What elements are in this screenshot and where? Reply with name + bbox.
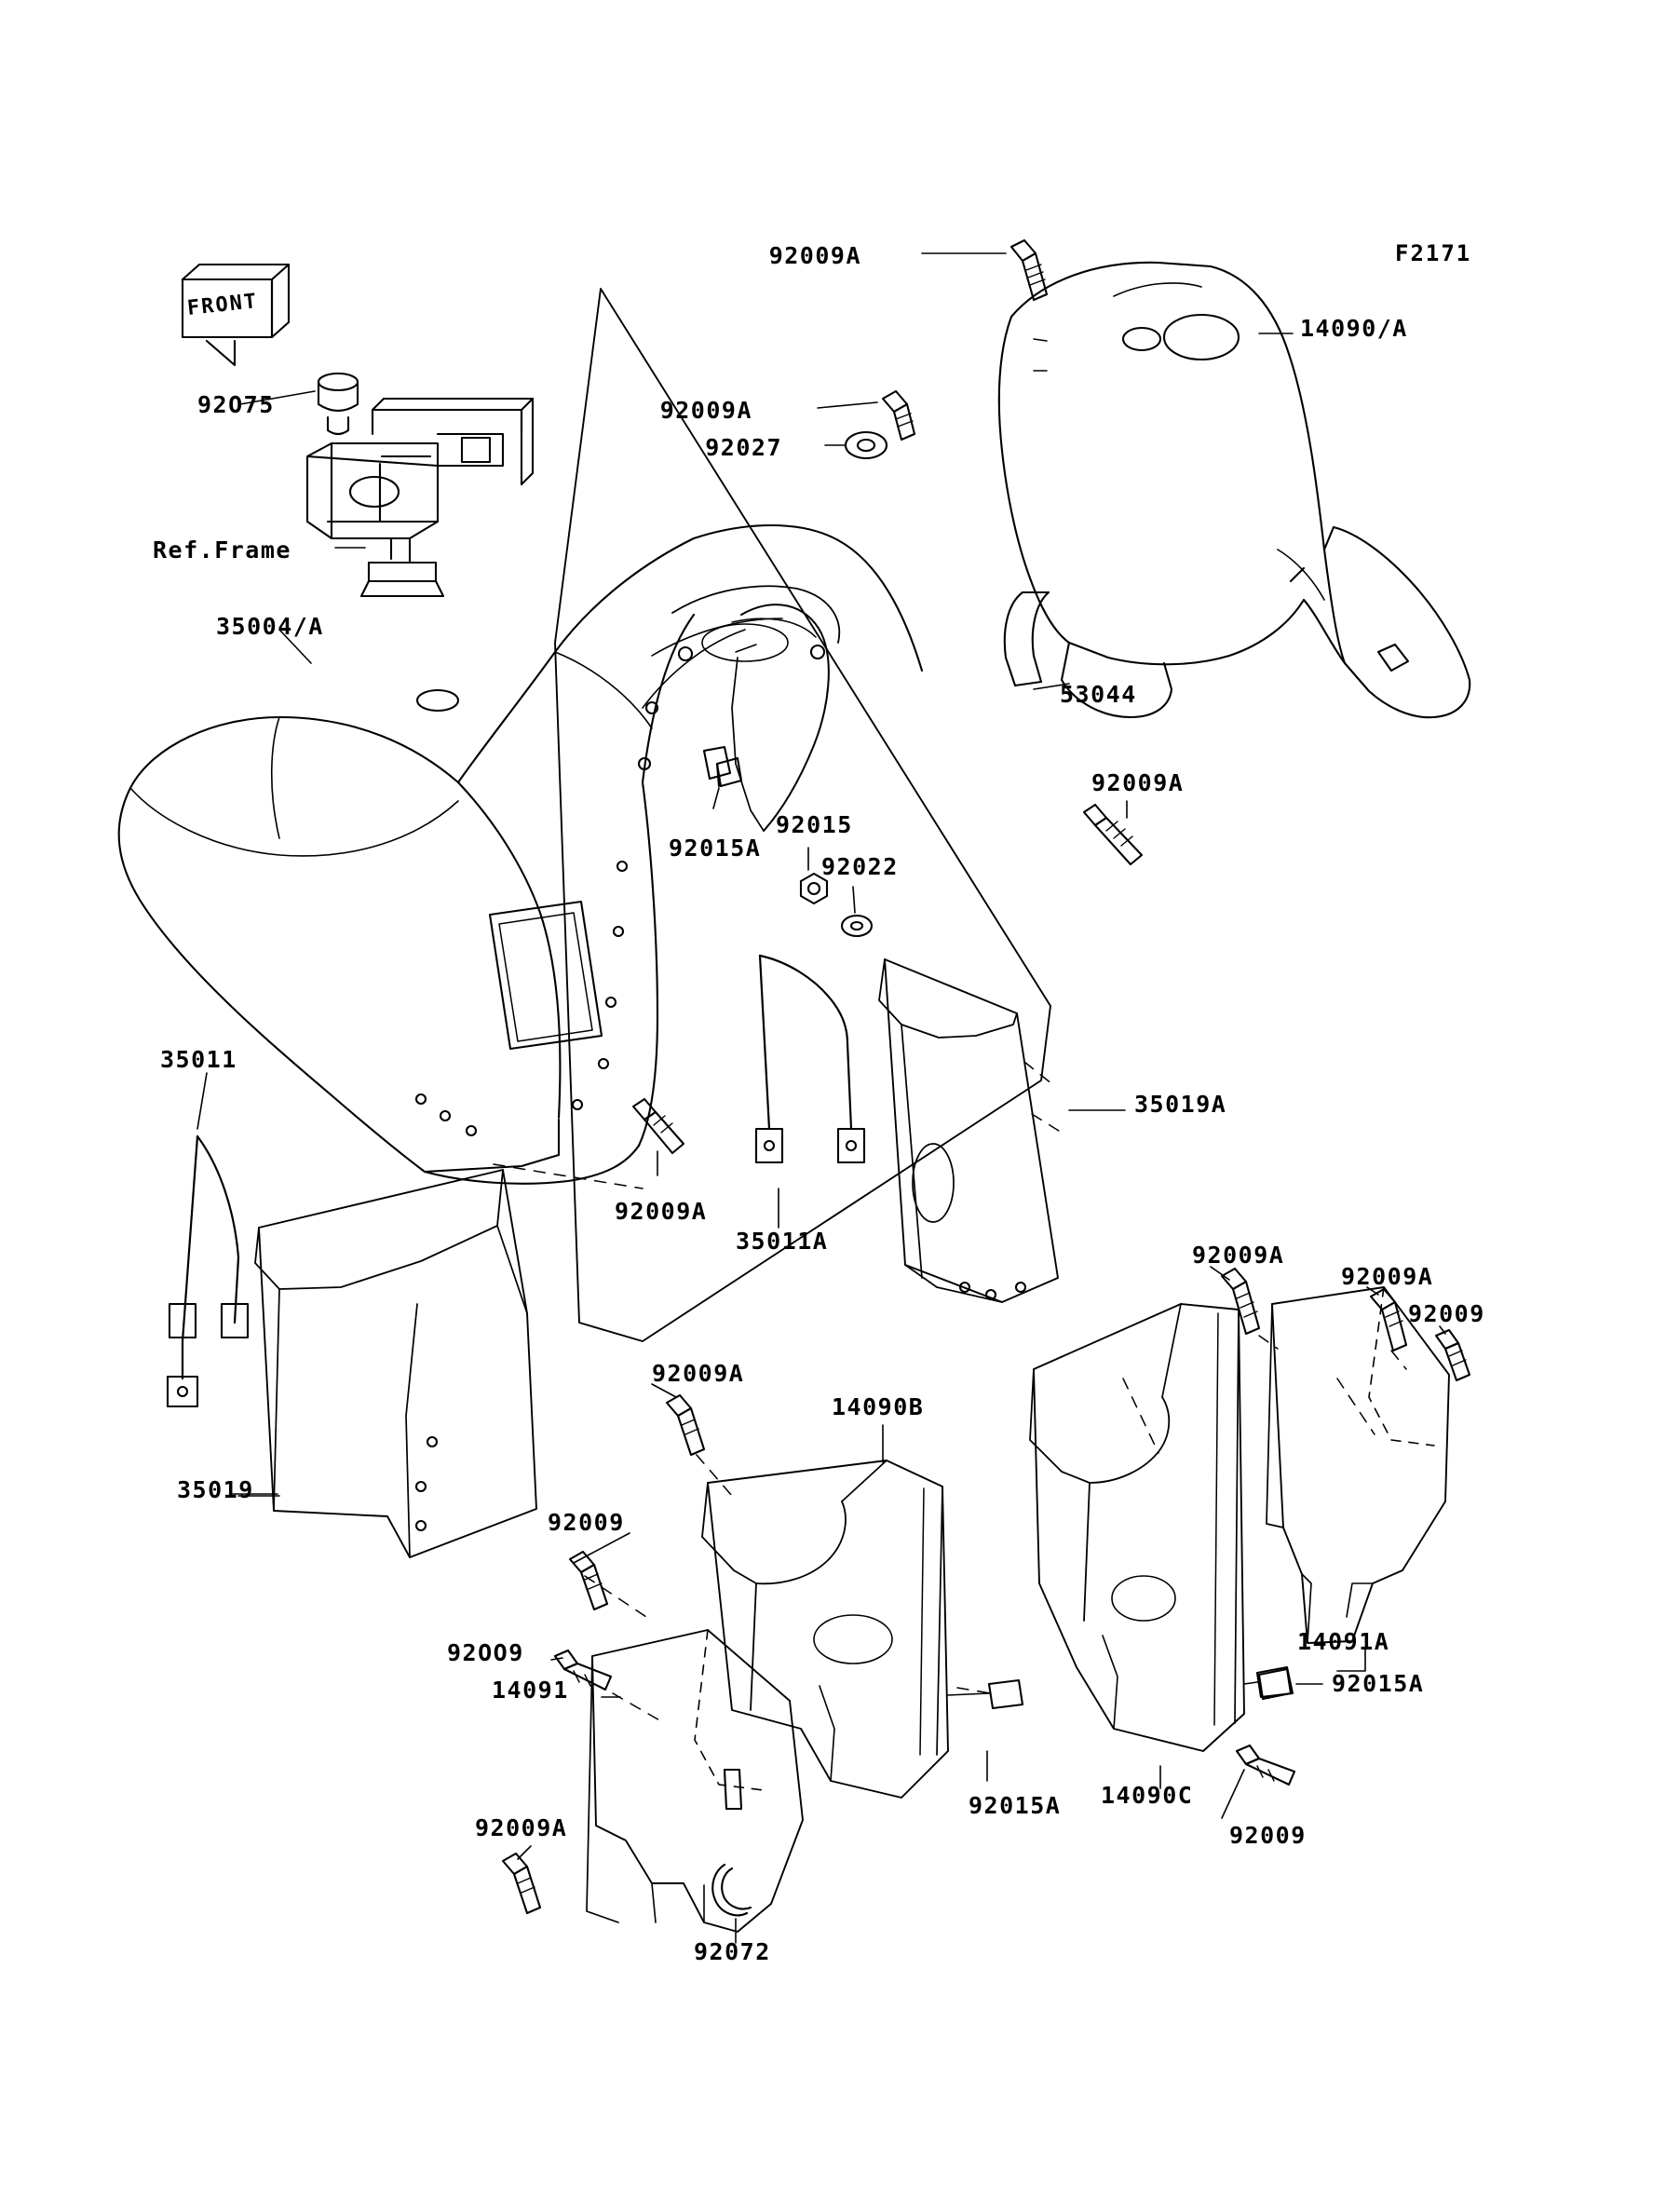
callout-92009a-7: 92009A	[652, 1360, 745, 1387]
fastener-92009-2	[570, 1552, 607, 1609]
part-92015a-2-nut	[1259, 1669, 1291, 1699]
fastener-92009a-6	[1371, 1289, 1406, 1351]
fastener-92009a-2	[883, 391, 915, 440]
part-35019a-flap	[879, 959, 1058, 1302]
callout-ref-frame: Ref.Frame	[153, 536, 291, 564]
fastener-92009a-8	[503, 1854, 540, 1913]
callout-92027: 92027	[705, 434, 782, 461]
callout-92075: 92O75	[197, 391, 275, 418]
callout-92009-2: 92009	[548, 1509, 625, 1536]
part-92072-band	[712, 1865, 751, 1915]
callout-92009a-6: 92009A	[1341, 1263, 1434, 1290]
sheet-code: F2171	[1395, 240, 1472, 266]
callout-35004a: 35004/A	[216, 613, 324, 640]
callout-14091a: 14091A	[1297, 1628, 1390, 1655]
callout-92015a-2: 92015A	[1332, 1670, 1425, 1697]
callout-92009a-top: 92009A	[768, 242, 861, 269]
callout-92015: 92015	[776, 811, 853, 838]
part-35011a-stay	[756, 956, 864, 1162]
part-92027-collar	[846, 432, 887, 458]
part-35019-flap	[255, 1170, 536, 1557]
callout-35011a: 35011A	[736, 1228, 829, 1255]
fastener-92009a-5	[1222, 1269, 1259, 1334]
fastener-92009a-4	[633, 1099, 684, 1153]
part-14091a-cover	[1267, 1287, 1449, 1643]
part-35004a-bracket	[704, 604, 829, 831]
callout-92009: 92009	[1408, 1300, 1485, 1327]
callout-92009a-2: 92009A	[659, 397, 752, 424]
assembly-guides	[494, 1062, 1406, 1721]
part-92075-damper	[318, 373, 358, 434]
callout-14090b: 14090B	[832, 1393, 925, 1420]
ref-frame-bracket	[307, 399, 533, 596]
callout-92022: 92022	[821, 853, 899, 880]
callout-92015a-3: 92015A	[969, 1792, 1062, 1819]
callout-92015a: 92015A	[669, 835, 762, 862]
leader-35011	[197, 1073, 207, 1129]
fastener-92009a-7	[667, 1395, 704, 1455]
fastener-92009a-3	[1084, 805, 1142, 864]
callout-53044: 53044	[1060, 681, 1137, 708]
part-35011-stay	[168, 1136, 248, 1406]
fastener-92009a-top	[1011, 240, 1047, 300]
part-92015a-nut	[717, 758, 741, 786]
part-14091-cover	[587, 1630, 803, 1932]
part-53044-trim	[1005, 592, 1049, 686]
callout-92009a-4: 92009A	[615, 1198, 708, 1225]
front-text: FRONT	[185, 290, 260, 320]
callout-92009-4: 92009	[1229, 1822, 1307, 1849]
callout-35019: 35019	[177, 1476, 254, 1503]
callout-35019a: 35019A	[1134, 1091, 1227, 1118]
callout-35011: 35011	[160, 1046, 237, 1073]
callout-92072: 92072	[694, 1938, 771, 1965]
callout-92009-3: 92OO9	[447, 1639, 524, 1666]
front-arrow-label	[171, 270, 281, 337]
part-92022-washer	[842, 916, 872, 936]
callout-14091: 14091	[492, 1677, 569, 1704]
leader-lines	[233, 333, 1445, 1859]
callout-92009a-5: 92009A	[1192, 1242, 1285, 1269]
fastener-92009-4	[1237, 1745, 1294, 1785]
part-14090c-cover	[1030, 1304, 1293, 1751]
callout-92009a-3: 92009A	[1091, 769, 1185, 796]
fastener-92009-right	[1436, 1330, 1470, 1380]
callout-92009a-8: 92009A	[475, 1814, 568, 1841]
part-14090b-cover	[702, 1460, 1023, 1798]
callout-14090a: 14090/A	[1300, 315, 1408, 342]
callout-14090c: 14090C	[1101, 1782, 1194, 1809]
